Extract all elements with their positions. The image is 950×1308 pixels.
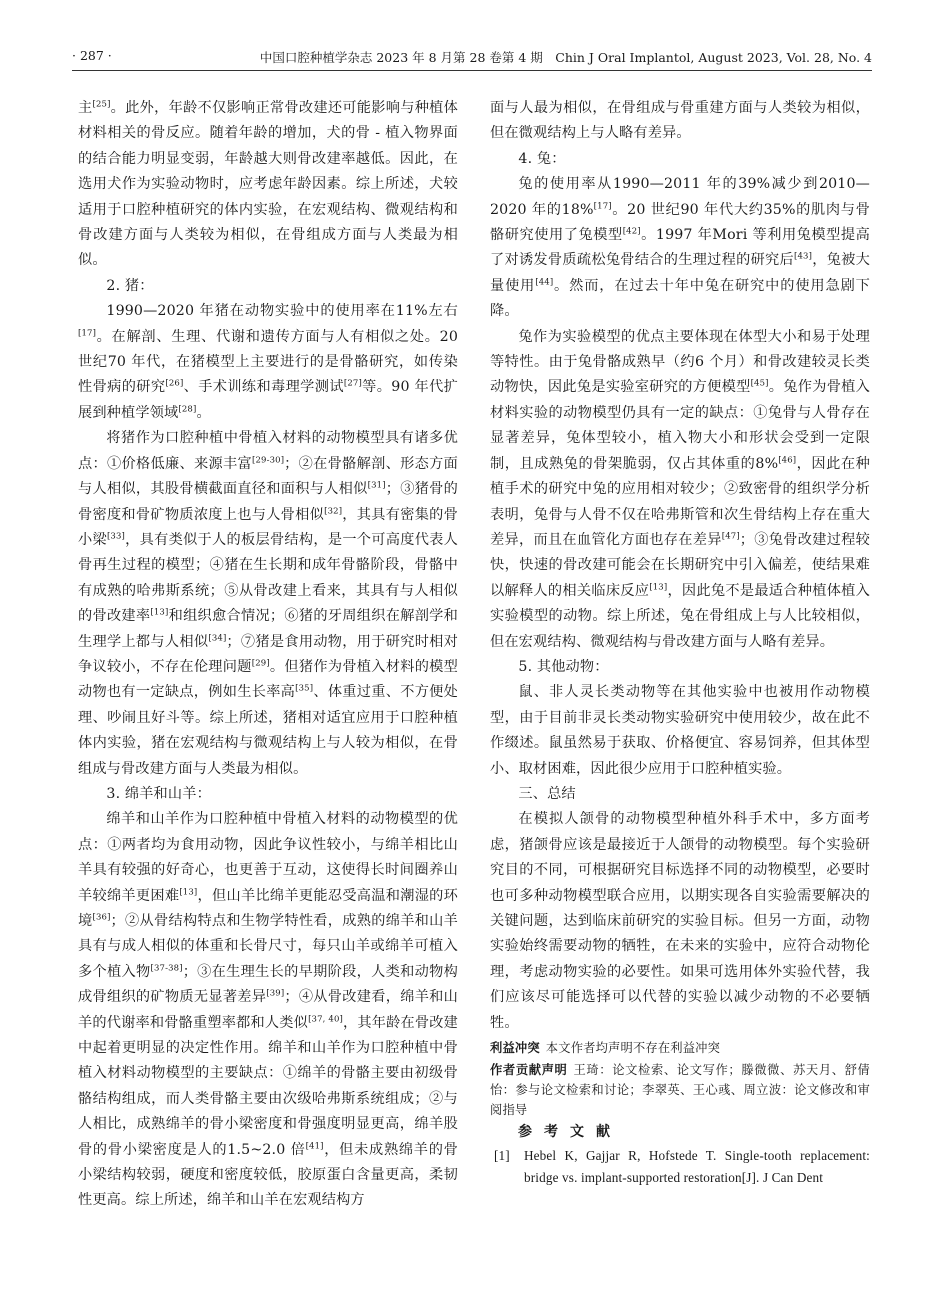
section-heading-other-animals: 5. 其他动物： xyxy=(518,658,609,675)
citation: [45] xyxy=(750,378,769,389)
paragraph-sheep-goat-end: 面与人最为相似，在骨组成与骨重建方面与人类较为相似，但在微观结构上与人略有差异。 xyxy=(490,100,870,142)
right-column xyxy=(490,96,870,1189)
citation: [37, 40] xyxy=(308,1013,343,1024)
citation: [28] xyxy=(178,404,197,415)
paragraph-pig-usage: 1990—2020 年猪在动物实验中的使用率在11%左右[17]。在解剖、生理、代谢和遗传方面与人有相似之处。20 世纪70 年代，在猪模型上主要进行的是骨骼研究，如传染性骨病的研究[26]、手术训练和毒理学测试[27]等。90 年代扩展到种植学领域[28]。 xyxy=(78,303,459,421)
section-heading-rabbit: 4. 兔： xyxy=(518,150,566,167)
citation: [47] xyxy=(721,531,740,542)
citation: [34] xyxy=(208,632,227,643)
conflict-of-interest: 利益冲突 本文作者均声明不存在利益冲突 xyxy=(490,1041,721,1056)
left-column xyxy=(78,96,458,1214)
paragraph-dog-summary: 主[25]。此外，年龄不仅影响正常骨改建还可能影响与种植体材料相关的骨反应。随着年龄的增加，犬的骨 - 植入物界面的结合能力明显变弱，年龄越大则骨改建率越低。因此，在选用犬作为实验动物时，应考虑年龄因素。综上所述，犬较适用于口腔种植研究的体内实验，在宏观结构、微观结构和骨改建方面与人类较为相似，在骨组成方面与人类最为相似。 xyxy=(78,99,458,269)
reference-item xyxy=(490,1145,870,1189)
citation: [44] xyxy=(535,277,554,288)
citation: [13] xyxy=(649,581,668,592)
citation: [17] xyxy=(78,327,97,338)
citation: [41] xyxy=(305,1140,324,1151)
citation: [39] xyxy=(266,988,285,999)
paragraph-other-animals: 鼠、非人灵长类动物等在其他实验中也被用作动物模型，由于目前非灵长类动物实验研究中使用较少，故在此不作缀述。鼠虽然易于获取、价格便宜、容易饲养，但其体型小、取材困难，因此很少应用于口腔种植实验。 xyxy=(490,684,870,777)
author-contribution: 作者贡献声明 王琦：论文检索、论文写作；滕微微、苏天月、舒倩怡：参与论文检索和讨论；李翠英、王心彧、周立波：论文修改和审阅指导 xyxy=(490,1063,871,1118)
reference-text: Hebel K, Gajjar R, Hofstede T. Single-tooth replacement: bridge vs. implant-supported restoration[J]. J Can Dent xyxy=(524,1148,870,1186)
citation: [35] xyxy=(295,683,314,694)
citation: [46] xyxy=(778,454,797,465)
conflict-label: 利益冲突 xyxy=(490,1041,540,1056)
paragraph-rabbit-advantages: 兔作为实验模型的优点主要体现在体型大小和易于处理等特性。由于兔骨骼成熟早（约6 个月）和骨改建较灵长类动物快，因此兔是实验室研究的方便模型[45]。兔作为骨植入材料实验的动物模型仍具有一定的缺点：①兔骨与人骨存在显著差异，兔体型较小，植入物大小和形状会受到一定限制，且成熟兔的骨架脆弱，仅占其体重的8%[46]，因此在种植手术的研究中兔的应用相对较少；②致密骨的组织学分析表明，兔骨与人骨不仅在哈弗斯管和次生骨结构上存在重大差异，而且在血管化方面也存在差异[47]；③兔骨改建过程较快，快速的骨改建可能会在长期研究中引入偏差，使结果难以解释人的相关临床反应[13]，因此兔不是最适合种植体植入实验模型的动物。综上所述，兔在骨组成上与人比较相似，但在宏观结构、微观结构与骨改建方面与人略有差异。 xyxy=(490,328,870,650)
citation: [25] xyxy=(92,99,111,110)
paragraph-rabbit-usage: 兔的使用率从1990—2011 年的39%减少到2010—2020 年的18%[17]。20 世纪90 年代大约35%的肌肉与骨骼研究使用了兔模型[42]。1997 年Mori 等利用兔模型提高了对诱发骨质疏松兔骨结合的生理过程的研究后[43]，兔被大量使用[44]。然而，在过去十年中兔在研究中的使用急剧下降。 xyxy=(490,176,871,320)
contribution-label: 作者贡献声明 xyxy=(490,1063,568,1078)
citation: [37-38] xyxy=(150,963,183,974)
section-heading-sheep-goat: 3. 绵羊和山羊： xyxy=(106,785,211,802)
paragraph-summary: 在模拟人颌骨的动物模型种植外科手术中，多方面考虑，猪颌骨应该是最接近于人颌骨的动物模型。每个实验研究目的不同，可根据研究目标选择不同的动物模型，必要时也可多种动物模型联合应用，以期实现各自实验需要解决的关键问题，达到临床前研究的实验目标。但另一方面，动物实验始终需要动物的牺牲，在未来的实验中，应符合动物伦理，考虑动物实验的必要性。如果可选用体外实验代替，我们应该尽可能选择可以代替的实验以减少动物的不必要牺牲。 xyxy=(490,811,870,1031)
paragraph-sheep-goat: 绵羊和山羊作为口腔种植中骨植入材料的动物模型的优点：①两者均为食用动物，因此争议性较小，与绵羊相比山羊具有较强的好奇心，也更善于互动，这使得长时间圈养山羊较绵羊更困难[13]，但山羊比绵羊更能忍受高温和潮湿的环境[36]；②从骨结构特点和生物学特性看，成熟的绵羊和山羊具有与成人相似的体重和长骨尺寸，每只山羊或绵羊可植入多个植入物[37-38]；③在生理生长的早期阶段，人类和动物构成骨组织的矿物质无显著差异[39]；④从骨改建看，绵羊和山羊的代谢率和骨骼重塑率都和人类似[37, 40]，其年龄在骨改建中起着更明显的决定性作用。绵羊和山羊作为口腔种植中骨植入材料动物模型的主要缺点：①绵羊的骨骼主要由初级骨骼结构组成，而人类骨骼主要由次级哈弗斯系统组成；②与人相比，成熟绵羊的骨小梁密度和骨强度明显更高，绵羊股骨的骨小梁密度是人的1.5~2.0 倍[41]，但未成熟绵羊的骨小梁结构较弱，硬度和密度较低，胶原蛋白含量更高，柔韧性更高。综上所述，绵羊和山羊在宏观结构方 xyxy=(78,811,459,1209)
citation: [17] xyxy=(593,200,612,211)
citation: [33] xyxy=(106,531,126,542)
citation: [43] xyxy=(794,251,813,262)
references-heading: 参考文献 xyxy=(518,1124,622,1141)
citation: [26] xyxy=(165,378,184,389)
section-heading-summary: 三、总结 xyxy=(518,785,576,802)
citation: [32] xyxy=(324,505,343,516)
citation: [13] xyxy=(150,607,169,618)
page-header xyxy=(72,44,872,71)
section-heading-pig: 2. 猪： xyxy=(106,277,154,294)
citation: [29] xyxy=(251,658,270,669)
citation: [36] xyxy=(92,912,111,923)
citation: [27] xyxy=(343,378,362,389)
journal-info: 中国口腔种植学杂志 2023 年 8 月第 28 卷第 4 期 Chin J Oral Implantol, August 2023, Vol. 28, No. 4 xyxy=(259,50,872,65)
reference-number: [1] xyxy=(494,1148,510,1164)
page-number: · 287 · xyxy=(72,48,112,63)
citation: [31] xyxy=(367,480,386,491)
paragraph-pig-advantages: 将猪作为口腔种植中骨植入材料的动物模型具有诸多优点：①价格低廉、来源丰富[29-30]；②在骨骼解剖、形态方面与人相似，其股骨横截面直径和面积与人相似[31]；③猪骨的骨密度和骨矿物质浓度上也与人骨相似[32]，其具有密集的骨小梁[33]，具有类似于人的板层骨结构，是一个可高度代表人骨再生过程的模型；④猪在生长期和成年骨骼阶段，骨骼中有成熟的哈弗斯系统；⑤从骨改建上看来，其具有与人相似的骨改建率[13]和组织愈合情况；⑥猪的牙周组织在解剖学和生理学上都与人相似[34]；⑦猪是食用动物，用于研究时相对争议较小，不存在伦理问题[29]。但猪作为骨植入材料的模型动物也有一定缺点，例如生长率高[35]、体重过重、不方便处理、吵闹且好斗等。综上所述，猪相对适宜应用于口腔种植体内实验，猪在宏观结构与微观结构上与人较为相似，在骨组成与骨改建方面与人类最为相似。 xyxy=(78,430,459,777)
citation: [29-30] xyxy=(251,454,285,465)
citation: [42] xyxy=(622,226,641,237)
citation: [13] xyxy=(179,886,198,897)
